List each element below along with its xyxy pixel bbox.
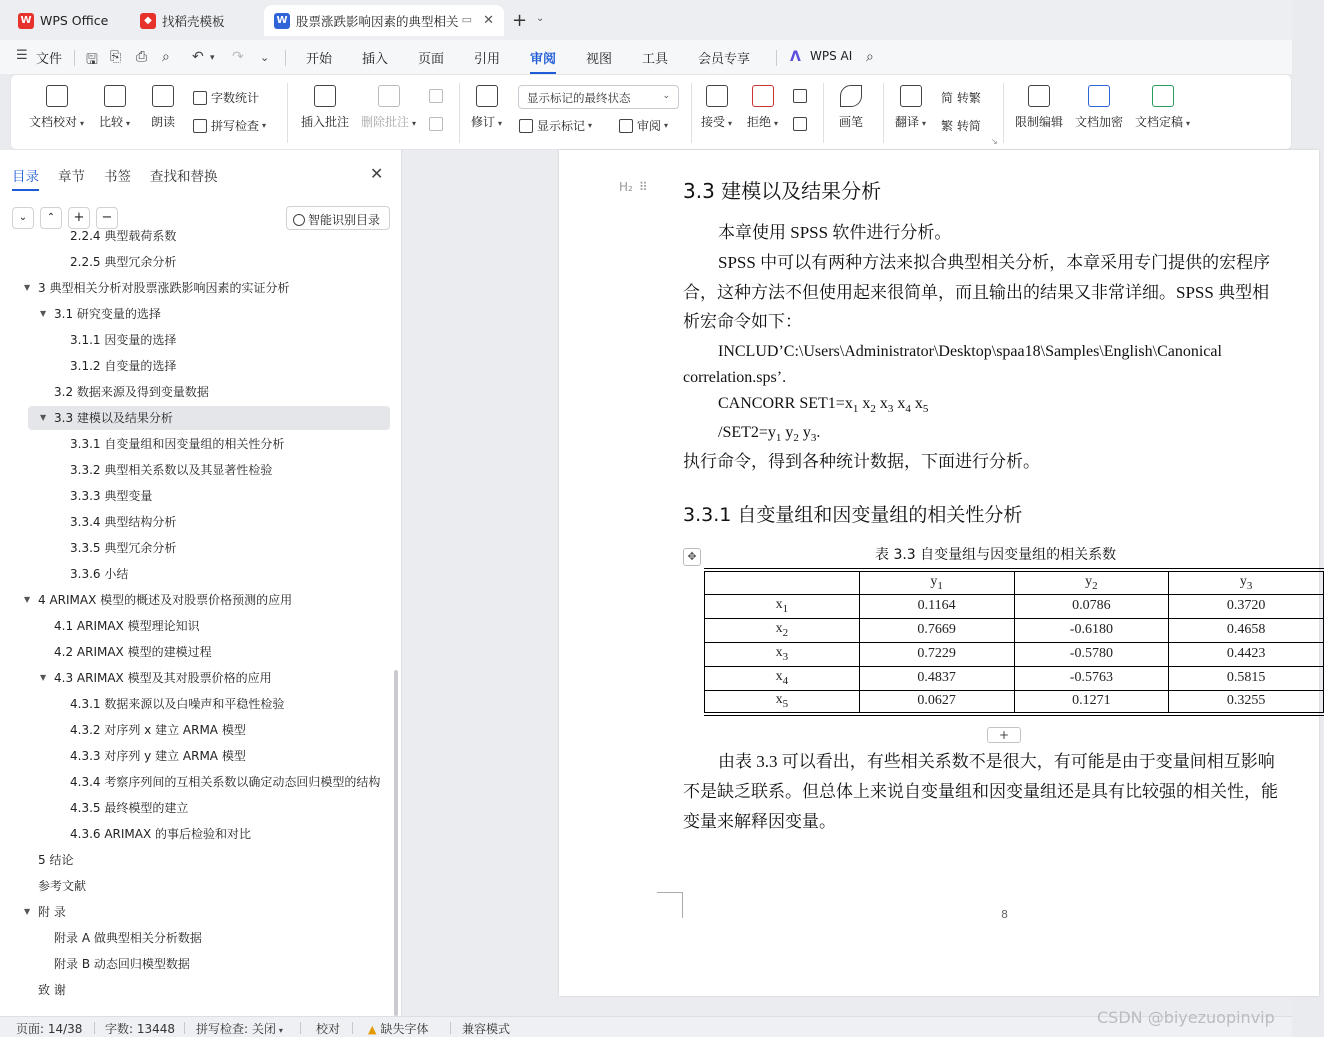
- caret-down-icon[interactable]: ▼: [24, 283, 31, 292]
- nav-tab-bookmarks[interactable]: 书签: [104, 169, 131, 185]
- spell-check-status[interactable]: 拼写检查: 关闭 ▾: [196, 1022, 283, 1036]
- toc-item-label: 4.3.3 对序列 y 建立 ARMA 模型: [70, 749, 246, 763]
- variable-list: [844, 395, 929, 416]
- previous-comment-icon[interactable]: [429, 89, 447, 103]
- word-count-button[interactable]: [193, 89, 259, 106]
- finalize-button[interactable]: 文档定稿 ▾: [1135, 85, 1190, 130]
- toc-item[interactable]: [28, 536, 390, 560]
- toc-item[interactable]: [28, 822, 390, 846]
- code-line: correlation.sps’.: [683, 369, 787, 386]
- row-header[interactable]: [705, 618, 860, 642]
- toc-item-label: 5 结论: [38, 853, 74, 867]
- add-row-button[interactable]: +: [987, 727, 1021, 743]
- collapse-level-button[interactable]: ⌄: [12, 207, 34, 229]
- paragraph: 合，这种方法不但使用起来很简单，而且输出的结果又非常详细。SPSS 典型相: [683, 283, 1270, 302]
- column-header[interactable]: [1014, 570, 1169, 594]
- expand-level-button[interactable]: ⌃: [40, 207, 62, 229]
- print-icon[interactable]: ⎙: [136, 49, 148, 65]
- menu-home[interactable]: 开始: [306, 52, 333, 67]
- section-heading: 3.3 建模以及结果分析: [683, 179, 882, 203]
- insert-comment-button[interactable]: [301, 85, 349, 130]
- compare-button[interactable]: 比较 ▾: [99, 85, 130, 130]
- toc-item-label: 参考文献: [38, 879, 87, 893]
- paragraph: 析宏命令如下：: [683, 312, 802, 331]
- toc-item[interactable]: [28, 848, 390, 872]
- doc-check-icon: [46, 85, 68, 107]
- menu-bar: [0, 40, 1292, 74]
- menu-insert[interactable]: 插入: [362, 52, 389, 67]
- toc-item-label: 3.1 研究变量的选择: [54, 307, 161, 321]
- close-icon[interactable]: ✕: [370, 164, 384, 183]
- toc-list: [0, 229, 396, 1016]
- toc-item[interactable]: [24, 900, 390, 924]
- variable: $x_5$: [775, 692, 789, 711]
- new-tab-icon[interactable]: +: [512, 10, 528, 31]
- search-icon[interactable]: ⌕: [866, 49, 874, 65]
- divider: [691, 83, 692, 143]
- toc-item[interactable]: [28, 302, 390, 326]
- to-simplified-button[interactable]: [941, 117, 981, 134]
- row-header[interactable]: [705, 690, 860, 714]
- show-markup-button[interactable]: 显示标记 ▾: [519, 117, 592, 134]
- toc-item[interactable]: [28, 770, 390, 794]
- print-preview-icon[interactable]: ⌕: [162, 49, 170, 65]
- tab-wps-office[interactable]: [8, 5, 124, 36]
- review-pane-button[interactable]: 审阅 ▾: [619, 117, 668, 134]
- table-row: [705, 690, 1324, 714]
- close-icon[interactable]: ✕: [483, 13, 494, 28]
- toc-item-label: 4 ARIMAX 模型的概述及对股票价格预测的应用: [38, 593, 293, 607]
- pen-button[interactable]: [839, 85, 863, 130]
- restrict-edit-button[interactable]: [1015, 85, 1063, 130]
- toc-item[interactable]: [28, 354, 390, 378]
- translate-icon: [900, 85, 922, 107]
- menu-membership[interactable]: 会员专享: [698, 52, 751, 67]
- table-cell[interactable]: 0.4837: [859, 666, 1014, 690]
- track-changes-button[interactable]: 修订 ▾: [471, 85, 502, 130]
- tab-current-document[interactable]: [264, 5, 504, 36]
- toc-item[interactable]: [28, 380, 390, 404]
- encrypt-button[interactable]: [1075, 85, 1123, 130]
- redo-icon[interactable]: ↷: [232, 49, 244, 65]
- show-markup-icon: [519, 119, 533, 133]
- select-value: 显示标记的最终状态: [527, 91, 631, 105]
- finalize-icon: [1152, 85, 1174, 107]
- dialog-launcher-icon[interactable]: ↘: [991, 137, 998, 146]
- variable: $x_4$: [897, 395, 911, 416]
- toc-item-label: 附录 B 动态回归模型数据: [54, 957, 190, 971]
- table-cell[interactable]: 0.7229: [859, 642, 1014, 666]
- toc-item[interactable]: [28, 406, 390, 430]
- toc-item[interactable]: [28, 250, 390, 274]
- compare-icon: [104, 85, 126, 107]
- paragraph: 不是缺乏联系。但总体上来说自变量组和因变量组还是具有比较强的相关性，能: [683, 782, 1278, 801]
- warning-icon: ▲: [368, 1023, 377, 1036]
- paragraph: 由表 3.3 可以看出，有些相关系数不是很大，有可能是由于变量间相互影响: [718, 752, 1275, 771]
- toc-item-label: 4.2 ARIMAX 模型的建模过程: [54, 645, 212, 659]
- toc-item[interactable]: [28, 432, 390, 456]
- table-cell[interactable]: 0.7669: [859, 618, 1014, 642]
- column-header[interactable]: [1169, 570, 1324, 594]
- caret-down-icon[interactable]: ▼: [40, 673, 47, 682]
- divider: [352, 1022, 353, 1034]
- toc-item[interactable]: [28, 484, 390, 508]
- divider: [823, 83, 824, 143]
- drag-handle-icon[interactable]: ⠿: [638, 180, 647, 194]
- button-label: 智能识别目录: [308, 213, 381, 227]
- table-cell[interactable]: 0.3720: [1169, 594, 1324, 618]
- lock-document-icon: [1028, 85, 1050, 107]
- variable-list: [767, 424, 821, 445]
- chevron-down-icon[interactable]: ⌄: [536, 13, 545, 24]
- next-comment-icon[interactable]: [429, 117, 447, 131]
- markup-state-select[interactable]: [518, 85, 679, 109]
- wps-ai-icon[interactable]: ᐱ: [790, 49, 801, 65]
- to-traditional-button[interactable]: [941, 89, 981, 106]
- button-label: 拒绝: [747, 115, 772, 129]
- divider: [287, 83, 288, 143]
- table-cell[interactable]: 0.1271: [1014, 690, 1169, 714]
- nav-tab-sections[interactable]: 章节: [58, 169, 85, 185]
- writer-doc-icon: W: [274, 13, 290, 29]
- table-cell[interactable]: -0.5780: [1014, 642, 1169, 666]
- document-page[interactable]: [559, 150, 1319, 996]
- compat-mode-status[interactable]: 兼容模式: [462, 1022, 511, 1036]
- navigation-pane: [0, 150, 402, 1016]
- caret-down-icon[interactable]: ▼: [24, 595, 31, 604]
- undo-icon[interactable]: ↶: [192, 49, 204, 65]
- variable: $x_3$: [775, 645, 789, 663]
- review-ribbon: [10, 74, 1292, 150]
- toc-item[interactable]: [28, 224, 390, 248]
- accept-icon: [706, 85, 728, 107]
- code-text: CANCORR SET1=: [718, 395, 845, 412]
- read-aloud-button[interactable]: [151, 85, 175, 130]
- chevron-down-icon: ⌄: [662, 91, 670, 101]
- subsection-heading: 3.3.1 自变量组和因变量组的相关性分析: [683, 504, 1023, 526]
- toc-item-label: 3.3.1 自变量组和因变量组的相关性分析: [70, 437, 285, 451]
- variable: $x_2$: [862, 395, 876, 416]
- toc-item[interactable]: [28, 328, 390, 352]
- export-icon[interactable]: ⎘: [110, 49, 122, 65]
- nav-tab-find-replace[interactable]: 查找和替换: [150, 169, 218, 185]
- divider: [776, 50, 777, 66]
- status-label: 缺失字体: [380, 1022, 429, 1036]
- hamburger-icon[interactable]: ☰: [16, 48, 28, 63]
- row-header[interactable]: [705, 594, 860, 618]
- toc-item[interactable]: [28, 458, 390, 482]
- spell-check-icon: [193, 119, 207, 133]
- toc-item[interactable]: [28, 926, 390, 950]
- toc-item-label: 3.3.2 典型相关系数以及其显著性检验: [70, 463, 273, 477]
- button-label: 插入批注: [301, 115, 350, 129]
- toc-item-label: 附 录: [38, 905, 66, 919]
- remove-heading-button[interactable]: −: [96, 207, 118, 229]
- button-label: 翻译: [895, 115, 920, 129]
- variable: $x_2$: [775, 621, 789, 639]
- caret-down-icon[interactable]: ▼: [40, 413, 47, 422]
- add-heading-button[interactable]: +: [68, 207, 90, 229]
- paragraph: 变量来解释因变量。: [683, 812, 836, 831]
- accept-button[interactable]: 接受 ▾: [701, 85, 732, 130]
- previous-change-icon[interactable]: [793, 89, 811, 103]
- toc-item[interactable]: [28, 744, 390, 768]
- docer-logo-icon: ◆: [140, 13, 156, 29]
- wps-logo-icon: W: [18, 13, 34, 29]
- button-label: 显示标记: [537, 119, 586, 133]
- code-text: /SET2=: [718, 424, 768, 441]
- table-cell[interactable]: 0.4658: [1169, 618, 1324, 642]
- variable: $y_1$: [767, 424, 782, 445]
- button-label: 接受: [701, 115, 726, 129]
- review-pane-icon: [619, 119, 633, 133]
- divider: [459, 83, 460, 143]
- reject-button[interactable]: 拒绝 ▾: [747, 85, 778, 130]
- button-label: 画笔: [839, 115, 864, 129]
- table-cell[interactable]: 0.1164: [859, 594, 1014, 618]
- button-label: 繁 转简: [941, 119, 981, 133]
- menu-tools[interactable]: 工具: [642, 52, 669, 67]
- toc-item[interactable]: [28, 666, 390, 690]
- menu-page[interactable]: 页面: [418, 52, 445, 67]
- table-row: [705, 618, 1324, 642]
- toc-item[interactable]: [24, 588, 390, 612]
- monitor-icon: ▭: [461, 13, 472, 26]
- variable: $x_5$: [914, 395, 929, 416]
- toc-item[interactable]: [28, 718, 390, 742]
- divider: [1003, 83, 1004, 143]
- toc-item-label: 4.3.1 数据来源以及白噪声和平稳性检验: [70, 697, 285, 711]
- variable: $y_2$: [1085, 573, 1098, 592]
- table-row: [705, 666, 1324, 690]
- menu-view[interactable]: 视图: [586, 52, 613, 67]
- caret-down-icon[interactable]: ▼: [40, 309, 47, 318]
- variable: $y_2$: [785, 424, 799, 445]
- paragraph: SPSS 中可以有两种方法来拟合典型相关分析，本章采用专门提供的宏程序: [718, 253, 1271, 272]
- toc-item[interactable]: [28, 640, 390, 664]
- table-row: [705, 594, 1324, 618]
- toc-item[interactable]: [28, 978, 390, 1002]
- variable: $x_3$: [879, 395, 894, 416]
- paragraph: 本章使用 SPSS 软件进行分析。: [718, 223, 952, 242]
- tab-label: WPS Office: [40, 13, 109, 28]
- nav-tab-toc[interactable]: 目录: [12, 165, 39, 185]
- divider: [184, 1022, 185, 1034]
- reject-icon: [752, 85, 774, 107]
- button-label: 拼写检查: [211, 119, 260, 133]
- proofread-status[interactable]: 校对: [316, 1022, 341, 1036]
- toc-item-label: 3 典型相关分析对股票涨跌影响因素的实证分析: [38, 281, 290, 295]
- table-cell[interactable]: 0.4423: [1169, 642, 1324, 666]
- button-label: 文档校对: [29, 115, 78, 129]
- next-change-icon[interactable]: [793, 117, 811, 131]
- read-aloud-icon: [152, 85, 174, 107]
- tab-docer-templates[interactable]: [130, 5, 260, 36]
- toc-item[interactable]: [28, 562, 390, 586]
- button-label: 删除批注: [361, 115, 410, 129]
- toc-item-label: 3.3.4 典型结构分析: [70, 515, 177, 529]
- table-cell[interactable]: 0.5815: [1169, 666, 1324, 690]
- toc-item[interactable]: [28, 692, 390, 716]
- word-count[interactable]: 字数: 13448: [105, 1022, 176, 1036]
- delete-comment-button[interactable]: 删除批注 ▾: [361, 85, 416, 130]
- toc-item-label: 4.3.5 最终模型的建立: [70, 801, 189, 815]
- row-header[interactable]: [705, 666, 860, 690]
- toc-item[interactable]: [28, 796, 390, 820]
- toc-item-label: 3.1.1 因变量的选择: [70, 333, 177, 347]
- toc-item[interactable]: [24, 276, 390, 300]
- table-header-row: [705, 570, 1324, 594]
- menu-wps-ai[interactable]: WPS AI: [810, 49, 853, 63]
- document-area: [403, 150, 1292, 1016]
- watermark: CSDN @biyezuopinvip: [1097, 1008, 1275, 1027]
- save-icon[interactable]: 🖫: [86, 52, 98, 68]
- column-header[interactable]: [859, 570, 1014, 594]
- button-label: 简 转繁: [941, 91, 981, 105]
- button-label: 修订: [471, 115, 496, 129]
- heading-style-marker[interactable]: H₂ ⠿: [619, 180, 647, 194]
- paragraph: 执行命令，得到各种统计数据，下面进行分析。: [683, 452, 1040, 471]
- page-corner-mark: [657, 892, 683, 918]
- page-number: 8: [1001, 908, 1008, 921]
- toc-item-label: 3.3.5 典型冗余分析: [70, 541, 177, 555]
- button-label: 朗读: [151, 115, 176, 129]
- toc-item[interactable]: [28, 874, 390, 898]
- variable: $x_4$: [775, 669, 789, 687]
- table-cell[interactable]: 0.0786: [1014, 594, 1169, 618]
- correlation-table[interactable]: [704, 568, 1324, 716]
- page-indicator[interactable]: 页面: 14/38: [16, 1022, 83, 1036]
- variable: $x_1$: [775, 597, 789, 615]
- column-header[interactable]: [705, 570, 860, 594]
- toc-item[interactable]: [28, 510, 390, 534]
- menu-review[interactable]: 审阅: [530, 48, 556, 67]
- doc-check-button[interactable]: 文档校对 ▾: [29, 85, 84, 130]
- translate-button[interactable]: 翻译 ▾: [895, 85, 926, 130]
- toc-item-label: 3.3.6 小结: [70, 567, 129, 581]
- button-label: 比较: [99, 115, 124, 129]
- toc-item-label: 2.2.5 典型冗余分析: [70, 255, 177, 269]
- code-line: INCLUD’C:\Users\Administrator\Desktop\spaa18\Samples\English\Canonical: [718, 343, 1222, 360]
- encrypt-icon: [1088, 85, 1110, 107]
- scrollbar[interactable]: [394, 670, 398, 1016]
- spell-check-button[interactable]: 拼写检查 ▾: [193, 117, 266, 134]
- toc-item[interactable]: [28, 614, 390, 638]
- table-cell[interactable]: -0.5763: [1014, 666, 1169, 690]
- toc-item-label: 4.3.4 考察序列间的互相关系数以确定动态回归模型的结构: [70, 775, 381, 789]
- button-label: 文档加密: [1075, 115, 1124, 129]
- menu-references[interactable]: 引用: [474, 52, 501, 67]
- title-bar: [0, 0, 1292, 40]
- table-row: [705, 642, 1324, 666]
- variable: $y_1$: [930, 573, 943, 592]
- chevron-down-icon[interactable]: ⌄: [260, 51, 270, 64]
- divider: [94, 1022, 95, 1034]
- button-label: 审阅: [637, 119, 662, 133]
- word-count-icon: [193, 91, 207, 105]
- status-label: 拼写检查: 关闭: [196, 1022, 276, 1036]
- button-label: 字数统计: [211, 91, 260, 105]
- track-changes-icon: [476, 85, 498, 107]
- tab-label: 股票涨跌影响因素的典型相关: [296, 13, 459, 29]
- toc-item-label: 附录 A 做典型相关分析数据: [54, 931, 202, 945]
- delete-comment-icon: [378, 85, 400, 107]
- divider: [285, 50, 286, 66]
- toc-item[interactable]: [28, 952, 390, 976]
- toc-item-label: 3.3.3 典型变量: [70, 489, 153, 503]
- missing-font-status[interactable]: [368, 1020, 428, 1037]
- table-cell[interactable]: 0.3255: [1169, 690, 1324, 714]
- table-cell[interactable]: 0.0627: [859, 690, 1014, 714]
- variable: $y_3$.: [802, 424, 821, 445]
- button-label: 限制编辑: [1015, 115, 1064, 129]
- button-label: 文档定稿: [1135, 115, 1184, 129]
- toc-item-label: 4.3.2 对序列 x 建立 ARMA 模型: [70, 723, 246, 737]
- toc-item-label: 4.1 ARIMAX 模型理论知识: [54, 619, 200, 633]
- chevron-down-icon[interactable]: ▾: [210, 53, 215, 63]
- toc-item-label: 4.3.6 ARIMAX 的事后检验和对比: [70, 827, 252, 841]
- tab-label: 找稻壳模板: [162, 13, 225, 29]
- divider: [300, 1022, 301, 1034]
- table-caption: 表 3.3 自变量组与因变量组的相关系数: [875, 547, 1117, 563]
- caret-down-icon[interactable]: ▼: [24, 907, 31, 916]
- pen-icon: [840, 85, 862, 107]
- toc-item-label: 2.2.4 典型载荷系数: [70, 229, 177, 243]
- variable: $x_1$: [844, 395, 859, 416]
- divider: [450, 1022, 451, 1034]
- toc-item-label: 3.3 建模以及结果分析: [54, 411, 173, 425]
- divider: [74, 50, 75, 66]
- row-header[interactable]: [705, 642, 860, 666]
- table-cell[interactable]: -0.6180: [1014, 618, 1169, 642]
- toc-item-label: 3.1.2 自变量的选择: [70, 359, 177, 373]
- insert-comment-icon: [314, 85, 336, 107]
- toc-item-label: 3.2 数据来源及得到变量数据: [54, 385, 209, 399]
- menu-file[interactable]: 文件: [36, 52, 63, 67]
- toc-item-label: 致 谢: [38, 983, 66, 997]
- toc-item-label: 4.3 ARIMAX 模型及其对股票价格的应用: [54, 671, 272, 685]
- variable: $y_3$: [1239, 573, 1253, 592]
- move-table-icon[interactable]: ✥: [683, 548, 701, 566]
- divider: [883, 83, 884, 143]
